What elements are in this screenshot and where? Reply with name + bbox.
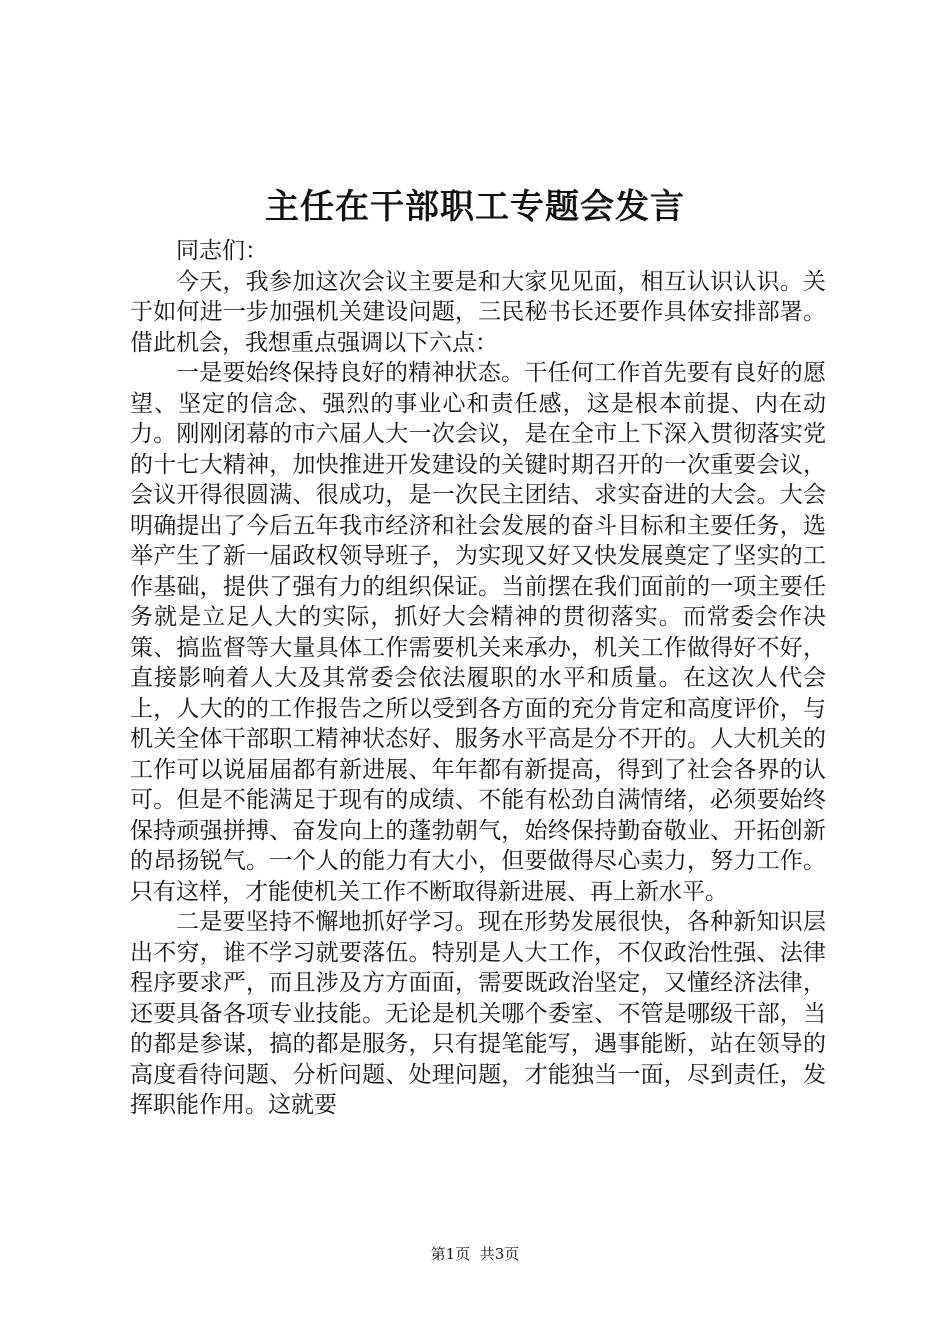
document-body <box>130 236 826 1121</box>
footer-separator <box>470 1245 480 1263</box>
page-total: 共3页 <box>479 1245 520 1263</box>
page-footer <box>0 1244 950 1264</box>
document-title: 主任在干部职工专题会发言 <box>265 187 685 227</box>
point-two-paragraph: 二是要坚持不懈地抓好学习。现在形势发展很快，各种新知识层出不穷，谁不学习就要落伍。特别是人大工作，不仅政治性强、法律程序要求严，而且涉及方方面面，需要既政治坚定，又懂经济法律，还要具备各项专业技能。无论是机关哪个委室、不管是哪级干部，当的都是参谋，搞的都是服务，只有提笔能写，遇事能断，站在领导的高度看待问题、分析问题、处理问题，才能独当一面，尽到责任，发挥职能作用。这就要 <box>130 909 826 1118</box>
salutation-paragraph: 同志们： <box>176 238 268 264</box>
intro-paragraph: 今天，我参加这次会议主要是和大家见见面，相互认识认识。关于如何进一步加强机关建设问题，三民秘书长还要作具体安排部署。借此机会，我想重点强调以下六点： <box>130 268 826 356</box>
page-number: 第1页 <box>430 1245 471 1263</box>
point-one-paragraph: 一是要始终保持良好的精神状态。干任何工作首先要有良好的愿望、坚定的信念、强烈的事业心和责任感，这是根本前提、内在动力。刚刚闭幕的市六届人大一次会议，是在全市上下深入贯彻落实党的十七大精神，加快推进开发建设的关键时期召开的一次重要会议，会议开得很圆满、很成功，是一次民主团结、求实奋进的大会。大会明确提出了今后五年我市经济和社会发展的奋斗目标和主要任务，选举产生了新一届政权领导班子，为实现又好又快发展奠定了坚实的工作基础，提供了强有力的组织保证。当前摆在我们面前的一项主要任务就是立足人大的实际，抓好大会精神的贯彻落实。而常委会作决策、搞监督等大量具体工作需要机关来承办，机关工作做得好不好，直接影响着人大及其常委会依法履职的水平和质量。在这次人代会上，人大的的工作报告之所以受到各方面的充分肯定和高度评价，与机关全体干部职工精神状态好、服务水平高是分不开的。人大机关的工作可以说届届都有新进展、年年都有新提高，得到了社会各界的认可。但是不能满足于现有的成绩、不能有松劲自满情绪，必须要始终保持顽强拼搏、奋发向上的蓬勃朝气，始终保持勤奋敬业、开拓创新的昂扬锐气。一个人的能力有大小，但要做得尽心卖力，努力工作。只有这样，才能使机关工作不断取得新进展、再上新水平。 <box>130 360 826 905</box>
